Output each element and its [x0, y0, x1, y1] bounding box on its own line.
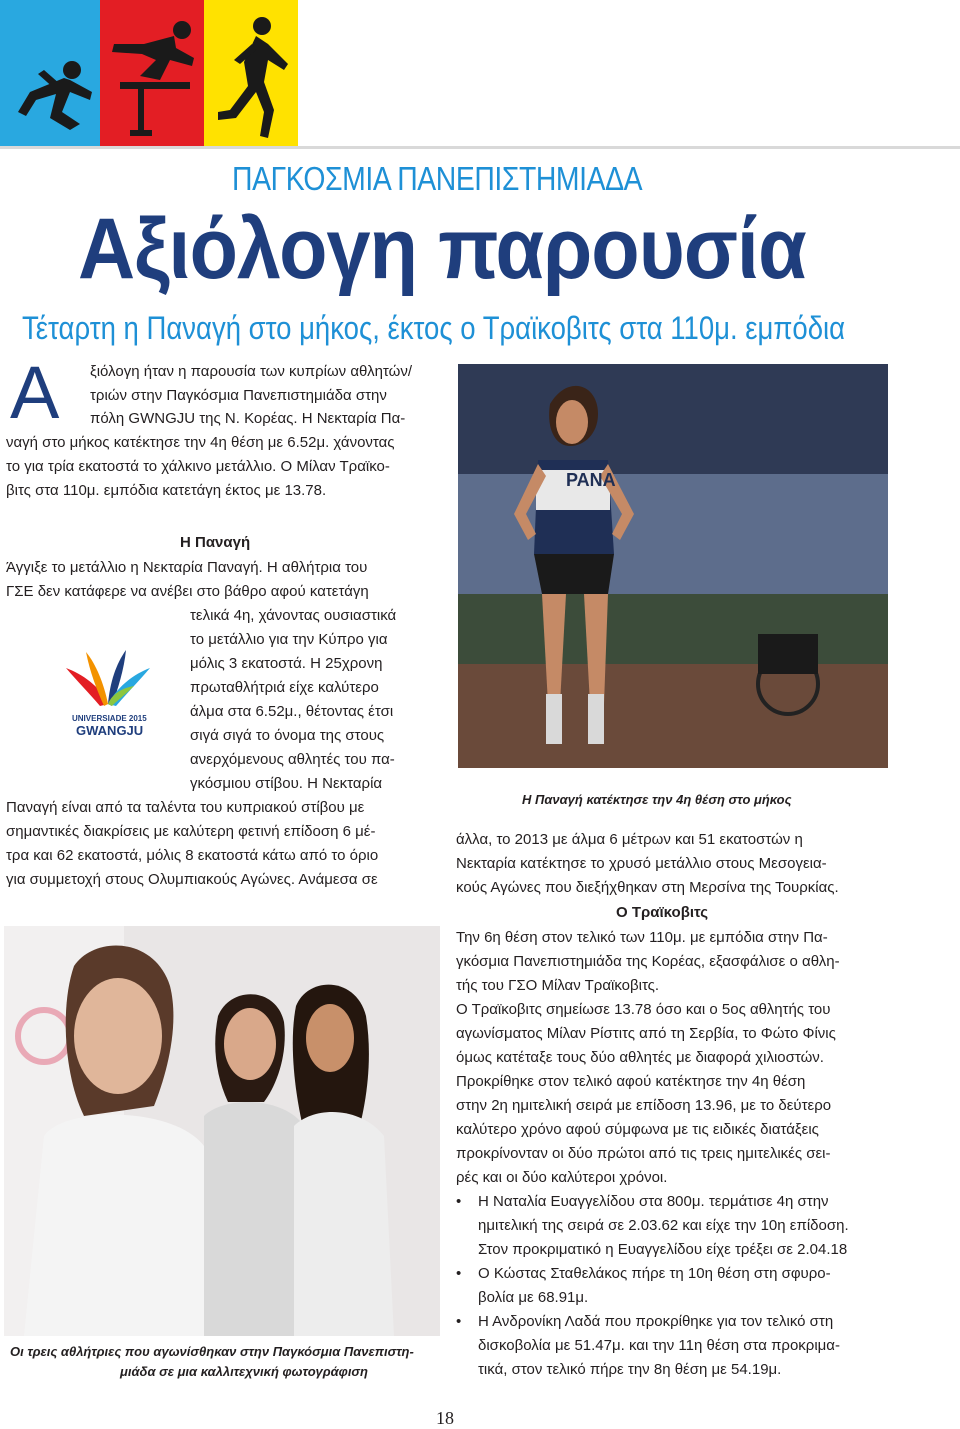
header-banner — [0, 0, 960, 146]
hurdles-icon — [100, 0, 204, 146]
right-line: Ο Τραϊκοβιτς σημείωσε 13.78 όσο και ο 5ος αθλητής του — [456, 1001, 831, 1018]
panagi-line: Παναγή είναι από τα ταλέντα του κυπριακού στίβου με — [6, 799, 365, 816]
bullet-line: ημιτελική της σειρά σε 2.03.62 και είχε την 10η επίδοση. — [478, 1217, 849, 1234]
panagi-line: ΓΣΕ δεν κατάφερε να ανέβει στο βάθρο αφού κατετάγη — [6, 583, 369, 600]
right-line: τής του ΓΣΟ Μίλαν Τραϊκοβιτς. — [456, 977, 660, 994]
drop-cap: Α — [10, 351, 60, 434]
logo-text: UNIVERSIADE 2015 — [72, 714, 147, 723]
bullet-mark: • — [456, 1193, 462, 1210]
page-number: 18 — [436, 1408, 454, 1428]
runner-icon — [204, 0, 298, 146]
intro-line: βιτς στα 110μ. εμπόδια κατετάγη έκτος με 13.78. — [6, 482, 327, 499]
right-line: Νεκταρία κατέκτησε το χρυσό μετάλλιο στους Μεσογεια- — [456, 855, 827, 872]
right-line: όμως κατέταξε τους δύο αθλητές με διαφορά χιλιοστών. — [456, 1049, 824, 1066]
panagi-line: για συμμετοχή στους Ολυμπιακούς Αγώνες. Ανάμεσα σε — [6, 871, 378, 888]
logo-city: GWANGJU — [76, 723, 144, 738]
athlete-photo-caption: Η Παναγή κατέκτησε την 4η θέση στο μήκος — [522, 792, 792, 807]
header-rule — [0, 146, 960, 149]
selfie-photo — [4, 926, 440, 1336]
panagi-line: άλμα στα 6.52μ., θέτοντας έτσι — [190, 703, 394, 720]
right-line: κούς Αγώνες που διεξήχθηκαν στη Μερσίνα της Τουρκίας. — [456, 879, 839, 896]
athlete-bib: PANA — [566, 470, 616, 490]
traikovits-heading: Ο Τραϊκοβιτς — [616, 904, 709, 921]
panagi-heading: Η Παναγή — [180, 534, 251, 551]
panagi-line: σημαντικές διακρίσεις με καλύτερη φετινή επίδοση 6 μέ- — [6, 823, 376, 840]
right-line: καλύτερο χρόνο αφού σύμφωνα με τις ειδικές διατάξεις — [456, 1121, 819, 1138]
athlete-photo — [458, 364, 888, 768]
panagi-line: Άγγιξε το μετάλλιο η Νεκταρία Παναγή. Η αθλήτρια του — [6, 559, 368, 576]
intro-line: ξιόλογη ήταν η παρουσία των κυπρίων αθλητών/ — [90, 363, 413, 380]
right-line: στην 2η ημιτελική σειρά με επίδοση 13.96, με το δεύτερο — [456, 1097, 832, 1114]
panagi-line: μόλις 3 εκατοστά. Η 25χρονη — [190, 655, 383, 672]
panagi-line: τρα και 62 εκατοστά, μόλις 8 εκατοστά κάτω από το όριο — [6, 847, 379, 864]
section-kicker: ΠΑΓΚΟΣΜΙΑ ΠΑΝΕΠΙΣΤΗΜΙΑΔΑ — [232, 160, 643, 197]
intro-line: ναγή στο μήκος κατέκτησε την 4η θέση με 6.52μ. χάνοντας — [6, 434, 395, 451]
bullet-line: Η Ανδρονίκη Λαδά που προκρίθηκε για τον τελικό στη — [478, 1313, 834, 1330]
intro-line: πόλη GWNGJU της Ν. Κορέας. Η Νεκταρία Πα- — [90, 410, 406, 427]
article-headline: Αξιόλογη παρουσία — [78, 201, 806, 297]
panagi-line: γκόσμιου στίβου. Η Νεκταρία — [190, 775, 383, 792]
intro-line: το για τρία εκατοστά το χάλκινο μετάλλιο. Ο Μίλαν Τραϊκο- — [6, 458, 390, 475]
long-jump-icon — [0, 0, 100, 146]
bullet-line: τικά, στον τελικό πήρε την 8η θέση με 54.19μ. — [478, 1361, 782, 1378]
right-line: ρές και οι δύο καλύτεροι χρόνοι. — [456, 1169, 668, 1186]
panagi-line: τελικά 4η, χάνοντας ουσιαστικά — [190, 607, 397, 624]
bullet-line: δισκοβολία με 51.47μ. και την 11η θέση στα προκριμα- — [478, 1337, 840, 1354]
panagi-line: σιγά σιγά το όνομα της στους — [190, 727, 385, 744]
bullet-line: Ο Κώστας Σταθελάκος πήρε τη 10η θέση στη σφυρο- — [478, 1265, 831, 1282]
panagi-line: ανερχόμενους αθλητές του πα- — [190, 751, 395, 768]
right-line: αγωνίσματος Μίλαν Ρίστιτς από τη Σερβία, το Φώτο Φίνις — [456, 1025, 836, 1042]
bullet-mark: • — [456, 1313, 462, 1330]
right-line: άλλα, το 2013 με άλμα 6 μέτρων και 51 εκατοστών η — [456, 831, 803, 848]
panagi-line: το μετάλλιο για την Κύπρο για — [190, 631, 388, 648]
right-line: προκρίνονταν οι δύο πρώτοι από τις τρεις ημιτελικές σει- — [456, 1145, 831, 1162]
article-subhead: Τέταρτη η Παναγή στο μήκος, έκτος ο Τραϊκοβιτς στα 110μ. εμπόδια — [22, 310, 846, 346]
selfie-caption-line: μιάδα σε μια καλλιτεχνική φωτογράφιση — [120, 1364, 368, 1379]
bullet-line: Στον προκριματικό η Ευαγγελίδου είχε τρέξει σε 2.04.18 — [478, 1241, 848, 1258]
bullet-mark: • — [456, 1265, 462, 1282]
bullet-line: βολία με 68.91μ. — [478, 1289, 589, 1306]
right-line: Την 6η θέση στον τελικό των 110μ. με εμπόδια στην Πα- — [456, 929, 828, 946]
universiade-logo — [42, 634, 174, 742]
selfie-caption-line: Οι τρεις αθλήτριες που αγωνίσθηκαν στην Παγκόσμια Πανεπιστη- — [10, 1344, 414, 1359]
intro-line: τριών στην Παγκόσμια Πανεπιστημιάδα στην — [90, 387, 387, 404]
right-line: γκόσμια Πανεπιστημιάδα της Κορέας, εξασφάλισε ο αθλη- — [456, 953, 840, 970]
panagi-line: πρωταθλήτριά είχε καλύτερο — [190, 679, 379, 696]
right-line: Προκρίθηκε στον τελικό αφού κατέκτησε την 4η θέση — [456, 1073, 806, 1090]
bullet-line: Η Ναταλία Ευαγγελίδου στα 800μ. τερμάτισε 4η στην — [478, 1193, 829, 1210]
